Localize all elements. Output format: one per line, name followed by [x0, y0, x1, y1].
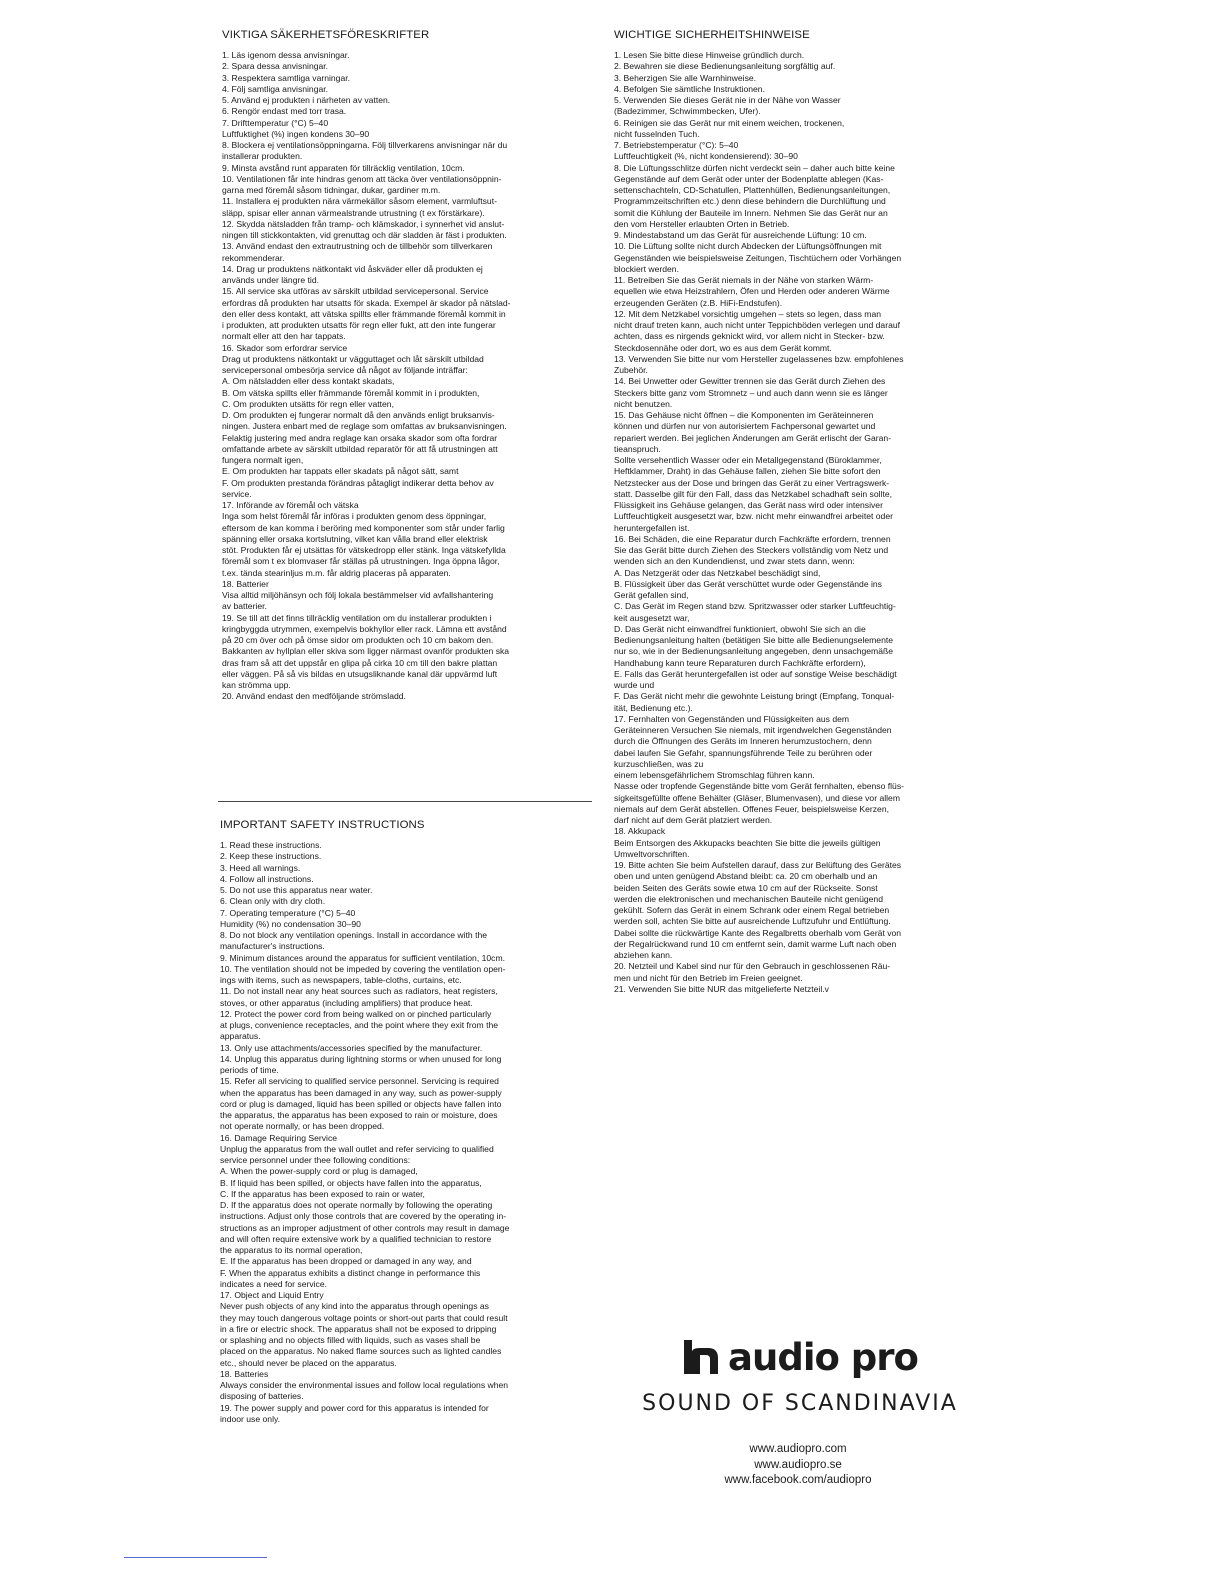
instruction-line: 1. Läs igenom dessa anvisningar.: [222, 50, 350, 60]
instruction-line: D. Om produkten ej fungerar normalt då den används enligt bruksanvis-: [222, 410, 495, 420]
instruction-line: 16. Damage Requiring Service: [220, 1132, 338, 1143]
instruction-line: 4. Befolgen Sie sämtliche Instruktionen.: [614, 83, 765, 94]
instruction-line: garna med föremål såsom tidningar, dukar, gardiner m.m.: [222, 185, 441, 195]
instruction-line: 15. Refer all servicing to qualified service personnel. Servicing is required: [220, 1076, 499, 1087]
instruction-line: 17. Object and Liquid Entry: [220, 1290, 324, 1300]
instruction-line: Drag ut produktens nätkontakt ur vägguttaget och låt särskilt utbildad: [222, 353, 484, 364]
instruction-line: Luftfeuchtigkeit ausgesetzt war, bzw. nicht mehr einwandfrei arbeitet oder: [614, 511, 893, 522]
instruction-line: C. Om produkten utsätts för regn eller vatten,: [222, 398, 394, 409]
instruction-line: blockiert werden.: [614, 263, 679, 274]
instruction-line: fungera normalt igen,: [222, 455, 304, 465]
instruction-line: 10. Die Lüftung sollte nicht durch Abdecken der Lüftungsöffnungen mit: [614, 241, 882, 252]
instruction-line: or splashing and no objects filled with liquids, such as vases shall be: [220, 1335, 481, 1345]
instruction-line: keit ausgesetzt war,: [614, 612, 690, 623]
instruction-line: the apparatus to its normal operation,: [220, 1245, 363, 1255]
instruction-line: 14. Unplug this apparatus during lightning storms or when unused for long: [220, 1053, 502, 1064]
instruction-line: Bakkanten av hyllplan eller skiva som ligger närmast ovanför produkten ska: [222, 646, 510, 657]
instruction-line: C. If the apparatus has been exposed to rain or water,: [220, 1188, 425, 1199]
instruction-line: in a fire or electric shock. The apparatus shall not be exposed to dripping: [220, 1323, 497, 1334]
instruction-line: 1. Lesen Sie bitte diese Hinweise gründlich durch.: [614, 50, 805, 60]
instruction-line: 19. Se till att det finns tillräcklig ventilation om du installerar produkten i: [222, 612, 492, 623]
instruction-line: 7. Drifttemperatur (°C) 5–40: [222, 117, 329, 128]
instruction-line: 7. Betriebstemperatur (°C): 5–40: [614, 140, 739, 150]
instruction-line: men und nicht für den Betrieb im Freien geeignet.: [614, 972, 803, 983]
instruction-line: Inga som helst föremål får införas i produkten genom dess öppningar,: [222, 511, 487, 522]
instruction-line: instructions. Adjust only those controls that are covered by the operating in-: [220, 1211, 507, 1222]
instruction-line: 17. Fernhalten von Gegenständen und Flüssigkeiten aus dem: [614, 713, 850, 724]
instruction-line: apparatus.: [220, 1031, 261, 1042]
instruction-line: sigkeitsgefüllte offene Behälter (Gläser, Blumenvasen), und diese vor allem: [614, 792, 900, 803]
instruction-line: 6. Reinigen sie das Gerät nur mit einem weichen, trockenen,: [614, 117, 845, 128]
instruction-line: 10. Ventilationen får inte hindras genom att täcka över ventilationsöppnin-: [222, 173, 502, 184]
instruction-line: nicht drauf treten kann, auch nicht unter Teppichböden verlegen und darauf: [614, 320, 901, 330]
instruction-line: 5. Använd ej produkten i närheten av vatten.: [222, 95, 391, 105]
instruction-line: ningen. Justera enbart med de reglage som omfattas av bruksanvisningen.: [222, 421, 507, 432]
instruction-line: Humidity (%) no condensation 30–90: [220, 918, 361, 929]
instruction-line: 16. Bei Schäden, die eine Reparatur durch Fachkräfte erfordern, trennen: [614, 533, 891, 544]
instruction-line: 11. Betreiben Sie das Gerät niemals in der Nähe von starken Wärm-: [614, 275, 874, 285]
brand-tagline: SOUND OF SCANDINAVIA: [642, 1391, 958, 1416]
instruction-line: 16. Skador som erfordrar service: [222, 342, 348, 353]
swedish-safety-section: [222, 28, 594, 703]
instruction-line: B. Om vätska spillts eller främmande föremål kommit in i produkten,: [222, 387, 480, 398]
instruction-line: kan strömma upp.: [222, 680, 291, 690]
instruction-line: 18. Akkupack: [614, 826, 666, 837]
instruction-line: 10. The ventilation should not be impeded by covering the ventilation open-: [220, 963, 506, 974]
instruction-line: 1. Read these instructions.: [220, 840, 322, 850]
instruction-line: 21. Verwenden Sie bitte NUR das mitgelieferte Netzteil.v: [614, 983, 829, 994]
instruction-line: darf nicht auf dem Gerät platziert werden.: [614, 815, 773, 825]
instruction-line: A. Om nätsladden eller dess kontakt skadats,: [222, 376, 395, 387]
instruction-line: 3. Heed all warnings.: [220, 862, 301, 873]
instruction-line: wenden sich an den Kundendienst, und zwar stets dann, wenn:: [614, 556, 855, 567]
instruction-line: Handhabung kann teure Reparaturen durch Fachkräfte erfordern),: [614, 657, 866, 668]
instruction-line: repariert werden. Bei jeglichen Änderungen am Gerät erlischt der Garan-: [614, 432, 892, 443]
instruction-line: beiden Seiten des Geräts sowie etwa 10 cm auf der Rückseite. Sonst: [614, 882, 878, 893]
instruction-line: oben und unten genügend Abstand bleibt: ca. 20 cm oberhalb und an: [614, 871, 878, 882]
swedish-section-title: VIKTIGA SÄKERHETSFÖRESKRIFTER: [222, 29, 430, 41]
instruction-line: Nasse oder tropfende Gegenstände bitte vom Gerät fernhalten, ebenso flüs-: [614, 781, 904, 792]
instruction-line: 8. Die Lüftungsschlitze dürfen nicht verdeckt sein – daher auch bitte keine: [614, 162, 895, 173]
instruction-line: achten, dass es nirgends geknickt wird, vor allem nicht in Stecker- bzw.: [614, 331, 885, 342]
instruction-line: statt. Dasselbe gilt für den Fall, dass das Netzkabel schadhaft sein sollte,: [614, 488, 893, 499]
instruction-line: Never push objects of any kind into the apparatus through openings as: [220, 1301, 489, 1312]
instruction-line: 6. Clean only with dry cloth.: [220, 896, 326, 907]
instruction-line: erfordras då produkten har utsatts för skada. Exempel är skador på nätslad-: [222, 297, 511, 308]
instruction-line: stöt. Produkten får ej utsättas för vätskedropp eller stänk. Inga vätskefyllda: [222, 545, 506, 555]
instruction-line: på 20 cm över och på ömse sidor om produkten och 10 cm bakom den.: [222, 635, 494, 645]
instruction-line: Sollte versehentlich Wasser oder ein Metallgegenstand (Büroklammer,: [614, 455, 882, 465]
instruction-line: eller väggen. På så vis bildas en utsugsliknande kanal där uppvärmd luft: [222, 668, 498, 679]
instruction-line: nicht benutzen.: [614, 398, 673, 409]
instruction-line: omfattande arbete av särskilt utbildad reparatör för att få utrustningen att: [222, 443, 498, 454]
instruction-line: B. If liquid has been spilled, or objects have fallen into the apparatus,: [220, 1177, 482, 1188]
instruction-line: Visa alltid miljöhänsyn och följ lokala bestämmelser vid avfallshantering: [222, 590, 494, 600]
english-section-title: IMPORTANT SAFETY INSTRUCTIONS: [220, 819, 425, 831]
instruction-line: Felaktig justering med andra reglage kan orsaka skador som ofta fordrar: [222, 432, 498, 443]
instruction-line: when the apparatus has been damaged in any way, such as power-supply: [220, 1087, 502, 1098]
brand-name: audio pro: [728, 1336, 918, 1379]
instruction-line: der Regalrückwand rund 10 cm entfernt sein, damit warme Luft nach oben: [614, 938, 897, 949]
instruction-line: settenschachteln, CD-Schatullen, Plattenhüllen, Bedienungsanleitungen,: [614, 185, 891, 195]
instruction-line: normalt eller att den har tappats.: [222, 331, 346, 342]
instruction-line: Always consider the environmental issues and follow local regulations when: [220, 1380, 509, 1390]
instruction-line: 11. Installera ej produkten nära värmekällor såsom element, varmluftsut-: [222, 196, 497, 207]
instruction-line: können und dürfen nur von autorisiertem Fachpersonal gewartet und: [614, 421, 876, 432]
instruction-line: indoor use only.: [220, 1413, 281, 1424]
instruction-line: Bedienungsanleitung halten (betätigen Sie bitte alle Bedienungselemente: [614, 635, 894, 645]
instruction-line: placed on the apparatus. No naked flame sources such as lighted candles: [220, 1346, 502, 1357]
instruction-line: nicht fusselnden Tuch.: [614, 128, 700, 139]
instruction-line: 12. Skydda nätsladden från tramp- och klämskador, i synnerhet vid anslut-: [222, 218, 505, 229]
instruction-line: 15. All service ska utföras av särskilt utbildad servicepersonal. Service: [222, 286, 489, 297]
instruction-line: service personnel under thee following conditions:: [220, 1155, 411, 1165]
instruction-line: 2. Spara dessa anvisningar.: [222, 61, 329, 72]
link-audiopro-se[interactable]: www.audiopro.se: [754, 1458, 842, 1471]
instruction-line: Umweltvorschriften.: [614, 848, 690, 859]
instruction-line: kurzuschließen, was zu: [614, 758, 704, 769]
instruction-line: 18. Batteries: [220, 1368, 269, 1379]
instruction-line: Heftklammer, Draht) in das Gehäuse fallen, ziehen Sie bitte sofort den: [614, 466, 881, 477]
instruction-line: Dabei sollte die rückwärtige Kante des Regalbretts oberhalb vom Gerät von: [614, 927, 902, 938]
instruction-line: 19. Bitte achten Sie beim Aufstellen darauf, dass zur Belüftung des Gerätes: [614, 860, 902, 870]
instruction-line: 5. Do not use this apparatus near water.: [220, 885, 373, 895]
instruction-line: durch die Öffnungen des Geräts im Inneren herumzustochern, denn: [614, 736, 872, 747]
instruction-line: D. If the apparatus does not operate normally by following the operating: [220, 1200, 493, 1210]
instruction-line: tieanspruch.: [614, 443, 661, 454]
instruction-line: werden die elektronischen und mechanischen Bauteile nicht genügend: [614, 893, 883, 904]
instruction-line: etc., should never be placed on the apparatus.: [220, 1357, 397, 1368]
instruction-line: 17. Införande av föremål och vätska: [222, 500, 359, 510]
instruction-line: Gerät gefallen sind,: [614, 590, 689, 600]
instruction-line: wurde und: [614, 680, 655, 690]
instruction-line: 13. Only use attachments/accessories specified by the manufacturer.: [220, 1042, 483, 1053]
instruction-line: C. Das Gerät im Regen stand bzw. Spritzwasser oder starker Luftfeuchtig-: [614, 601, 896, 612]
instruction-line: they may touch dangerous voltage points or short-out parts that could result: [220, 1312, 508, 1323]
instruction-line: 8. Blockera ej ventilationsöppningarna. Följ tillverkarens anvisningar när du: [222, 140, 508, 150]
link-facebook[interactable]: www.facebook.com/audiopro: [724, 1474, 872, 1486]
instruction-line: 15. Das Gehäuse nicht öffnen – die Komponenten im Geräteinneren: [614, 410, 874, 420]
instruction-line: Gegenstände auf dem Gerät oder unter der Bodenplatte ablegen (Kas-: [614, 173, 884, 184]
brand-logo: [614, 1336, 986, 1379]
instruction-line: E. If the apparatus has been dropped or damaged in any way, and: [220, 1256, 472, 1267]
instruction-line: 12. Mit dem Netzkabel vorsichtig umgehen – stets so legen, dass man: [614, 308, 882, 319]
instruction-line: Gegenständen wie beispielsweise Zeitungen, Tischtüchern oder Vorhängen: [614, 252, 902, 263]
instruction-line: erzeugenden Geräten (z.B. HiFi-Endstufen).: [614, 297, 783, 308]
instruction-line: 14. Drag ur produktens nätkontakt vid åskväder eller då produkten ej: [222, 263, 483, 274]
instruction-line: 2. Bewahren sie diese Bedienungsanleitung sorgfältig auf.: [614, 61, 836, 72]
instruction-line: dabei laufen Sie Gefahr, spannungsführende Teile zu berühren oder: [614, 747, 873, 758]
instruction-line: F. When the apparatus exhibits a distinct change in performance this: [220, 1267, 481, 1278]
instruction-line: gekühlt. Sofern das Gerät in einem Schrank oder einem Regal betrieben: [614, 905, 890, 915]
instruction-line: 20. Netzteil und Kabel sind nur für den Gebrauch in geschlossenen Räu-: [614, 961, 891, 972]
instruction-line: Beim Entsorgen des Akkupacks beachten Sie bitte die jeweils gültigen: [614, 837, 881, 848]
instruction-line: t.ex. tända stearinljus m.m. får aldrig placeras på apparaten.: [222, 567, 451, 578]
instruction-line: Netzstecker aus der Dose und bringen das Gerät zu einer Vertragswerk-: [614, 477, 890, 488]
instruction-line: 3. Respektera samtliga varningar.: [222, 72, 351, 83]
instruction-line: somit die Kühlung der Bauteile im Innern. Nehmen Sie das Gerät nur an: [614, 207, 888, 218]
instruction-line: 9. Mindestabstand um das Gerät für ausreichende Lüftung: 10 cm.: [614, 230, 867, 240]
instruction-line: E. Om produkten har tappats eller skadats på något sätt, samt: [222, 466, 459, 477]
instruction-line: rekommenderar.: [222, 252, 285, 263]
instruction-line: A. When the power-supply cord or plug is damaged,: [220, 1166, 418, 1177]
english-instruction-list: [220, 840, 592, 1425]
website-links: [614, 1442, 982, 1489]
instruction-line: föremål som t ex blomvaser får ställas på utrustningen. Inga öppna lågor,: [222, 556, 500, 567]
instruction-line: not operate normally, or has been dropped.: [220, 1121, 385, 1132]
instruction-line: (Badezimmer, Schwimmbecken, Ufer).: [614, 106, 761, 117]
instruction-line: abziehen kann.: [614, 950, 673, 960]
instruction-line: F. Om produkten prestanda förändras påtagligt indikerar detta behov av: [222, 477, 494, 488]
instruction-line: släpp, spisar eller annan värmealstrande utrustning (t ex förstärkare).: [222, 207, 485, 218]
instruction-line: dras fram så att det uppstår en glipa på cirka 10 cm till den bakre plattan: [222, 657, 498, 668]
german-section-title: WICHTIGE SICHERHEITSHINWEISE: [614, 29, 810, 41]
instruction-line: installerar produkten.: [222, 151, 303, 162]
instruction-line: 5. Verwenden Sie dieses Gerät nie in der Nähe von Wasser: [614, 95, 841, 105]
section-divider: [218, 801, 592, 802]
instruction-line: niemals auf dem Gerät abstellen. Offenes Feuer, beispielsweise Kerzen,: [614, 803, 889, 814]
instruction-line: heruntergefallen ist.: [614, 522, 690, 533]
instruction-line: 19. The power supply and power cord for this apparatus is intended for: [220, 1402, 489, 1413]
instruction-line: 13. Verwenden Sie bitte nur vom Hersteller zugelassenes bzw. empfohlenes: [614, 353, 904, 364]
instruction-line: spänning eller orsaka kortslutning, vilket kan vålla brand eller elektrisk: [222, 533, 488, 544]
instruction-line: Sie das Gerät bitte durch Ziehen des Steckers vollständig vom Netz und: [614, 545, 889, 555]
instruction-line: D. Das Gerät nicht einwandfrei funktioniert, obwohl Sie sich an die: [614, 623, 866, 634]
footnote-rule: [124, 1557, 267, 1558]
instruction-line: den vom Hersteller erlaubten Orten in Betrieb.: [614, 218, 790, 229]
instruction-line: Steckdosennähe oder dort, wo es aus dem Gerät kommt.: [614, 342, 832, 353]
instruction-line: Flüssigkeit ins Gehäuse gelangen, das Gerät nass wird oder intensiver: [614, 500, 883, 510]
instruction-line: eftersom de kan komma i beröring med komponenter som står under farlig: [222, 522, 505, 533]
instruction-line: service.: [222, 488, 252, 499]
instruction-line: einem lebensgefährlichem Stromschlag führen kann.: [614, 770, 815, 780]
instruction-line: ität, Bedienung etc.).: [614, 702, 693, 713]
instruction-line: 18. Batterier: [222, 578, 269, 589]
instruction-line: equellen wie etwa Heizstrahlern, Öfen und Herden oder anderen Wärme: [614, 286, 890, 297]
instruction-line: Unplug the apparatus from the wall outlet and refer servicing to qualified: [220, 1143, 494, 1154]
brand-block: [614, 1336, 986, 1416]
instruction-line: A. Das Netzgerät oder das Netzkabel beschädigt sind,: [614, 567, 821, 578]
instruction-line: and will often require extensive work by a qualified technician to restore: [220, 1233, 492, 1244]
instruction-line: ings with items, such as newspapers, table-cloths, curtains, etc.: [220, 975, 462, 985]
instruction-line: 4. Följ samtliga anvisningar.: [222, 83, 329, 94]
instruction-line: 9. Minimum distances around the apparatus for sufficient ventilation, 10cm.: [220, 952, 506, 963]
instruction-line: Luftfuktighet (%) ingen kondens 30–90: [222, 128, 370, 139]
instruction-line: structions as an improper adjustment of other controls may result in damage: [220, 1222, 510, 1233]
instruction-line: the apparatus, the apparatus has been exposed to rain or moisture, does: [220, 1110, 498, 1120]
instruction-line: B. Flüssigkeit über das Gerät verschüttet wurde oder Gegenstände ins: [614, 578, 882, 589]
instruction-line: Geräteinneren Versuchen Sie niemals, mit irgendwelchen Gegenständen: [614, 725, 892, 735]
instruction-line: 14. Bei Unwetter oder Gewitter trennen sie das Gerät durch Ziehen des: [614, 376, 886, 387]
instruction-line: indicates a need for service.: [220, 1278, 328, 1289]
instruction-line: 11. Do not install near any heat sources such as radiators, heat registers,: [220, 986, 498, 997]
link-audiopro-com[interactable]: www.audiopro.com: [749, 1443, 847, 1455]
instruction-line: periods of time.: [220, 1065, 279, 1075]
instruction-line: servicepersonal ombesörja service då något av följande inträffar:: [222, 365, 468, 375]
instruction-line: F. Das Gerät nicht mehr die gewohnte Leistung bringt (Empfang, Tonqual-: [614, 691, 895, 702]
instruction-line: 2. Keep these instructions.: [220, 851, 322, 862]
instruction-line: E. Falls das Gerät heruntergefallen ist oder auf sonstige Weise beschädigt: [614, 668, 897, 679]
instruction-line: stoves, or other apparatus (including amplifiers) that produce heat.: [220, 997, 473, 1008]
english-safety-section: [220, 818, 592, 1425]
instruction-line: 12. Protect the power cord from being walked on or pinched particularly: [220, 1008, 492, 1019]
instruction-line: Luftfeuchtigkeit (%, nicht kondensierend): 30–90: [614, 151, 798, 162]
instruction-line: manufacturer's instructions.: [220, 941, 325, 952]
swedish-instruction-list: [222, 50, 594, 703]
instruction-line: 13. Använd endast den extrautrustning och de tillbehör som tillverkaren: [222, 241, 493, 252]
instruction-line: at plugs, convenience receptacles, and the point where they exit from the: [220, 1020, 499, 1030]
instruction-line: används under längre tid.: [222, 275, 319, 285]
instruction-line: 6. Rengör endast med torr trasa.: [222, 106, 347, 117]
instruction-line: 8. Do not block any ventilation openings. Install in accordance with the: [220, 930, 488, 940]
instruction-line: cord or plug is damaged, liquid has been spilled or objects have fallen into: [220, 1098, 502, 1109]
instruction-line: 4. Follow all instructions.: [220, 873, 314, 884]
instruction-line: 7. Operating temperature (°C) 5–40: [220, 907, 356, 918]
german-instruction-list: [614, 50, 986, 995]
instruction-line: den eller dess kontakt, att vätska spillts eller främmande föremål kommit in: [222, 308, 506, 319]
audio-pro-logo-mark-icon: [682, 1338, 722, 1378]
instruction-line: kringbyggda utrymmen, exempelvis bokhyllor eller rack. Lämna ett avstånd: [222, 623, 507, 634]
instruction-line: ningen till stickkontakten, vid grenuttag och där sladden är fäst i produkten.: [222, 230, 507, 240]
instruction-line: 20. Använd endast den medföljande strömsladd.: [222, 691, 406, 702]
instruction-line: Zubehör.: [614, 365, 648, 375]
instruction-line: disposing of batteries.: [220, 1391, 304, 1402]
instruction-line: Programmzeitschriften etc.) denn diese behindern die Durchlüftung und: [614, 196, 886, 207]
instruction-line: nur so, wie in der Bedienungsanleitung angegeben, denn unsachgemäße: [614, 646, 894, 657]
instruction-line: i produkten, att produkten utsatts för regn eller fukt, att den inte fungerar: [222, 320, 496, 330]
instruction-line: Steckers bitte ganz vom Stromnetz – und auch dann wenn sie es länger: [614, 387, 888, 398]
instruction-line: av batterier.: [222, 601, 267, 612]
instruction-line: 9. Minsta avstånd runt apparaten för tillräcklig ventilation, 10cm.: [222, 162, 465, 173]
german-safety-section: [614, 28, 986, 995]
instruction-line: 3. Beherzigen Sie alle Warnhinweise.: [614, 72, 757, 83]
instruction-line: werden soll, achten Sie bitte auf ausreichende Luftzufuhr und Entlüftung.: [614, 916, 891, 927]
